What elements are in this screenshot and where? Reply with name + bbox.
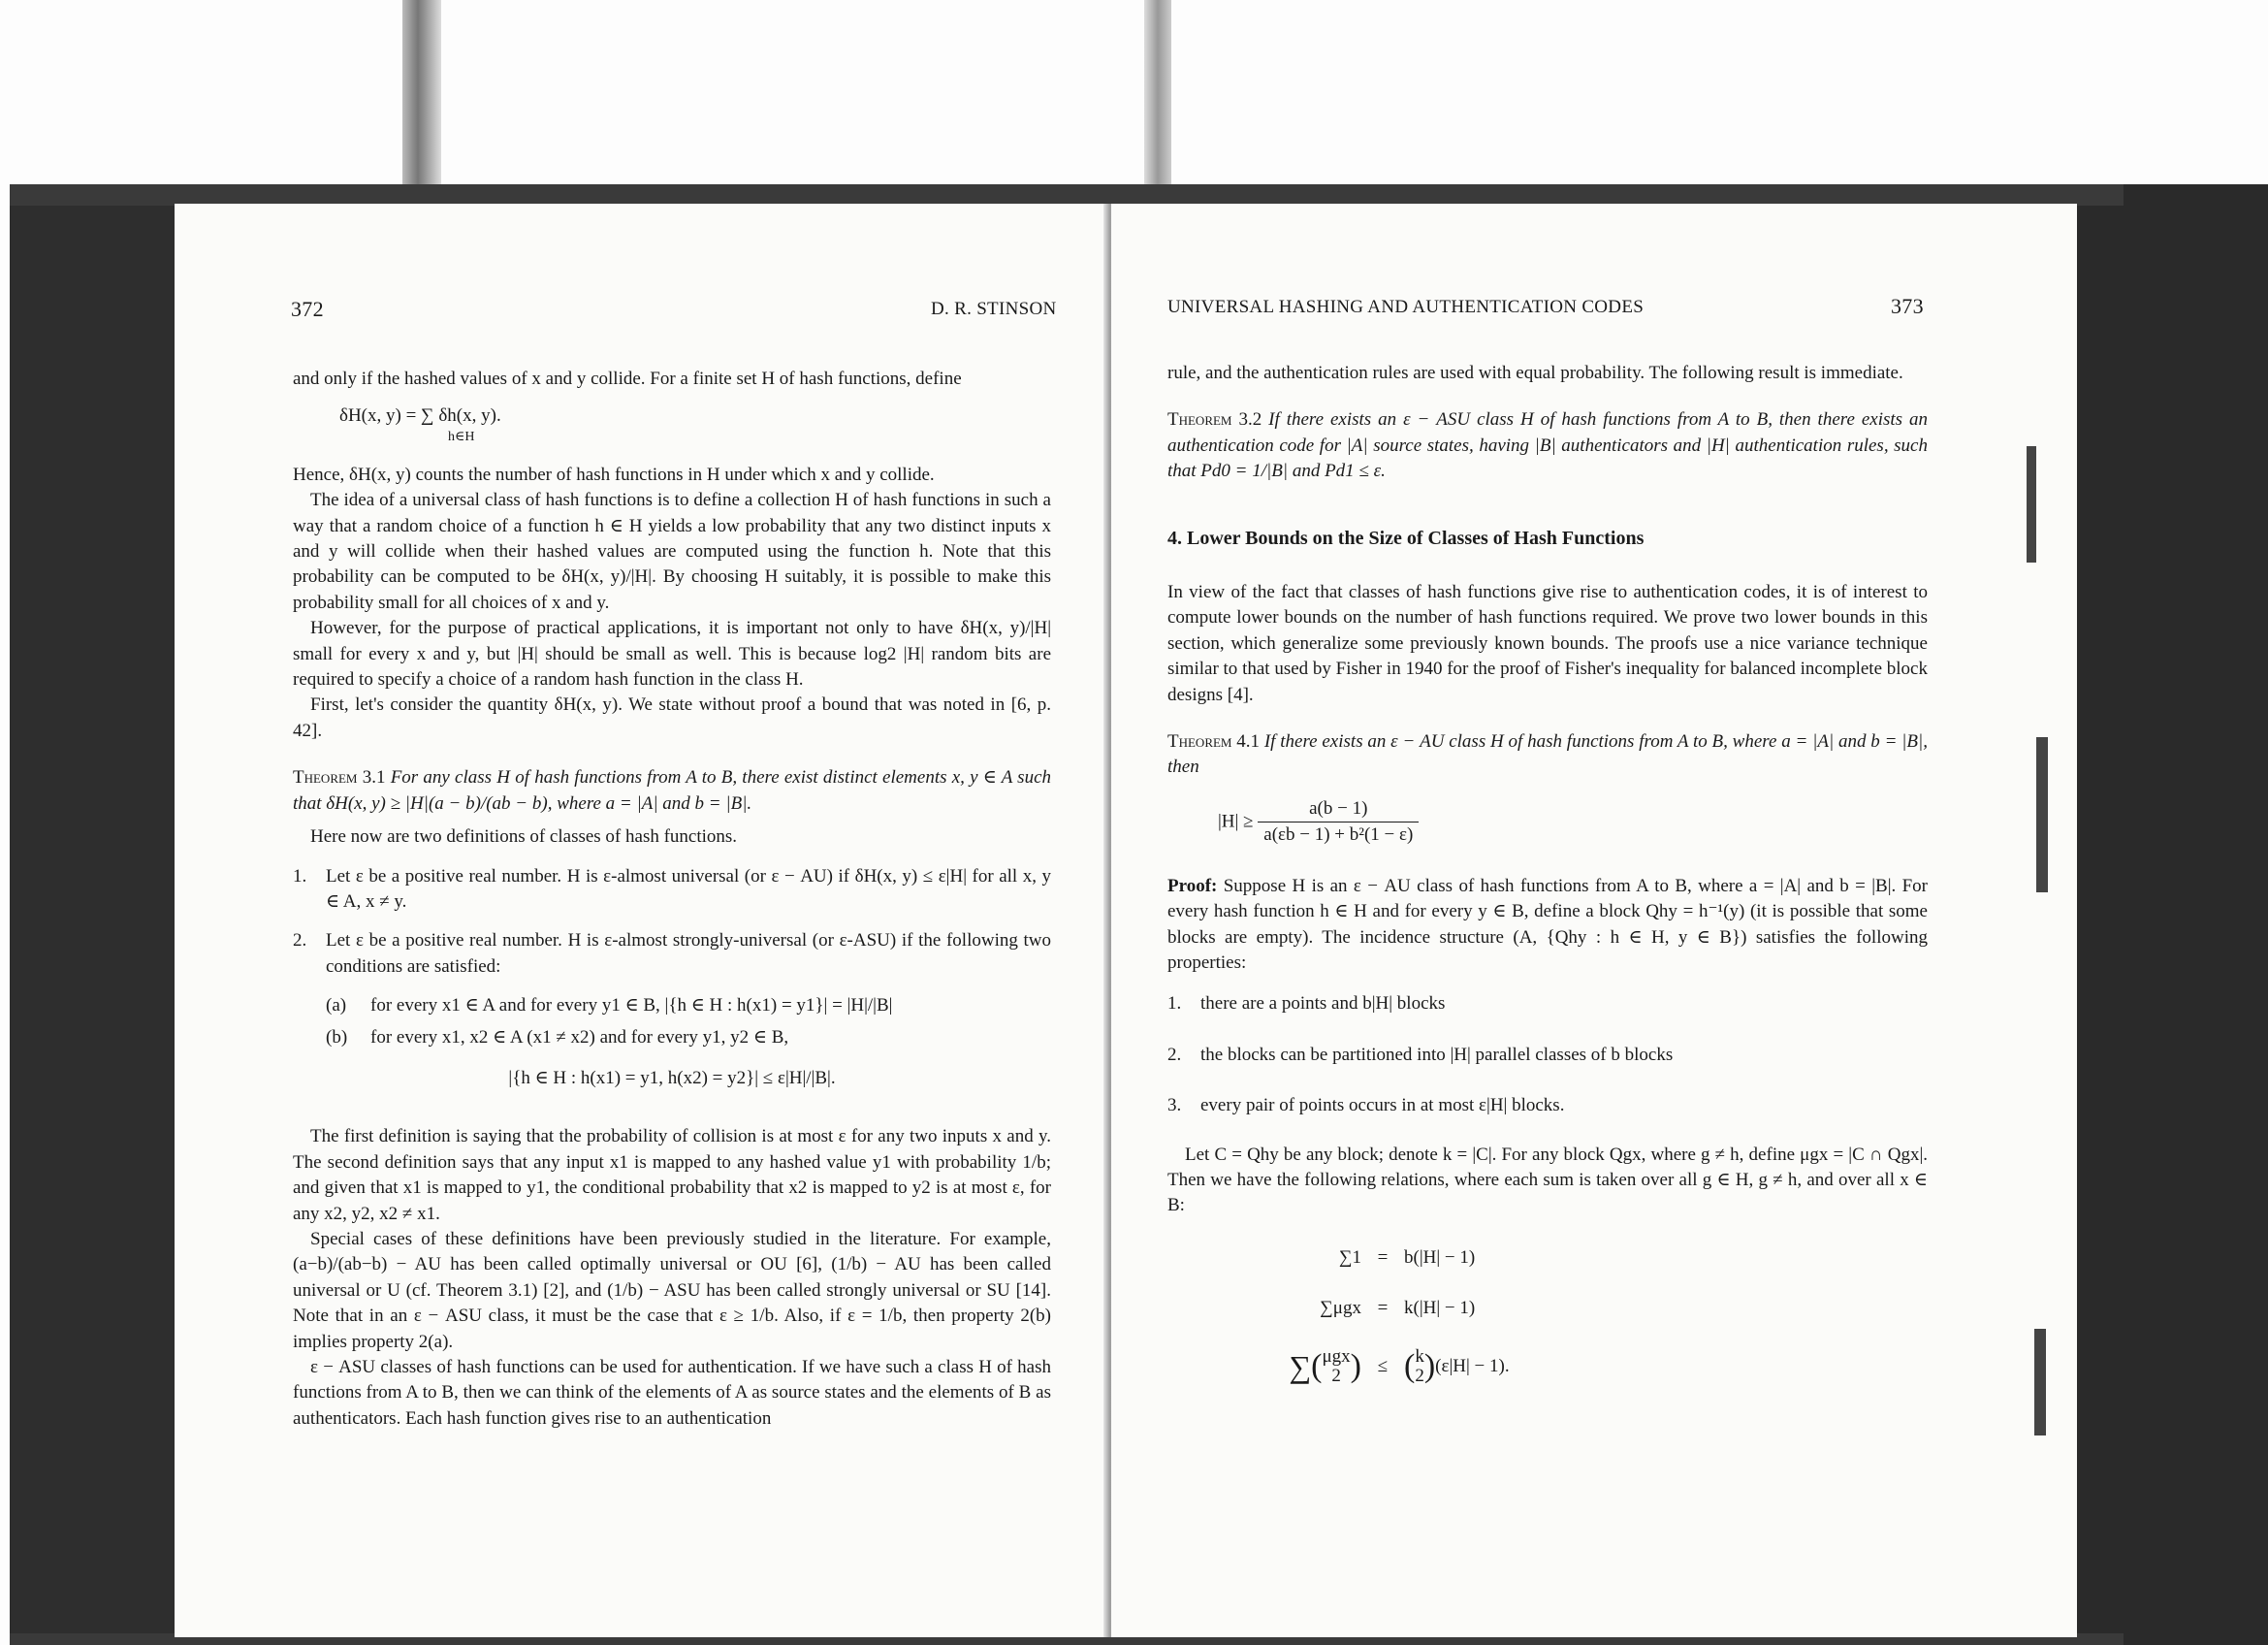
relation-3-tail: (ε|H| − 1). [1435, 1355, 1510, 1376]
relation-2 [1226, 1281, 1928, 1336]
theorem-4-1-label: Theorem 4.1 [1167, 731, 1261, 753]
section-4-heading: 4. Lower Bounds on the Size of Classes of Hash Functions [1167, 527, 1645, 549]
property-3-text: every pair of points occurs in at most ε|H| blocks. [1200, 1095, 1565, 1116]
property-3 [1167, 1093, 1928, 1118]
property-2 [1167, 1043, 1928, 1068]
definition-2b-label: (b) [326, 1026, 348, 1048]
scan-shadow-right [2060, 184, 2268, 1645]
theorem-4-1 [1167, 729, 1928, 781]
definition-2b-text: for every x1, x2 ∈ A (x1 ≠ x2) and for every y1, y2 ∈ B, [370, 1026, 789, 1048]
relation-2-equals: = [1377, 1297, 1389, 1318]
right-page-body [1167, 361, 1928, 1398]
left-paragraph-4: However, for the purpose of practical applications, it is important not only to have δH(x, y)/|H| small for every x and y, but |H| should be small as well. This is because log2 |H| random bits are required to specify a choice of a random hash function in the class H. [293, 618, 1051, 691]
binomial-lhs-bottom: 2 [1331, 1365, 1341, 1386]
property-1-number: 1. [1167, 993, 1182, 1015]
binomial-rhs-top: k [1415, 1345, 1424, 1367]
definition-2a [293, 993, 1051, 1018]
relations-block [1226, 1235, 1928, 1398]
relation-3-sigma: ∑ [1289, 1348, 1312, 1384]
scan-shadow-left [10, 184, 179, 1645]
relation-1-equals: = [1377, 1246, 1389, 1268]
left-paragraph-7: The first definition is saying that the probability of collision is at most ε for any two inputs x and y. The second definition says that any input x1 is mapped to any hashed value y1 with probability 1/b; and given that x1 is mapped to y1, the conditional probability that x2 is mapped to y2 is at most ε, for any x2, y2, x2 ≠ x1. [293, 1126, 1051, 1224]
definition-2-number: 2. [293, 930, 307, 952]
property-3-number: 3. [1167, 1095, 1182, 1116]
right-paragraph-2: In view of the fact that classes of hash functions give rise to authentication codes, it is of interest to compute lower bounds on the number of hash functions required. We prove two lower bounds in this section, which generalize some previously known bounds. The proofs use a nice variance technique similar to that used by Fisher in 1940 for the proof of Fisher's inequality for balanced incomplete block designs [4]. [1167, 582, 1928, 705]
left-paragraph-2: Hence, δH(x, y) counts the number of hash functions in H under which x and y collide. [293, 464, 935, 485]
definition-2a-label: (a) [326, 995, 347, 1016]
scan-artifact-2 [2036, 737, 2048, 892]
left-page-body [293, 367, 1051, 1432]
relation-2-rhs: k(|H| − 1) [1404, 1297, 1476, 1318]
scan-artifact-3 [2034, 1329, 2046, 1435]
left-page-number: 372 [291, 297, 324, 321]
relation-3-le: ≤ [1377, 1355, 1389, 1376]
definition-2 [293, 928, 1051, 980]
left-paragraph-1: and only if the hashed values of x and y collide. For a finite set H of hash functions, define [293, 369, 962, 389]
right-paragraph-3: Let C = Qhy be any block; denote k = |C|. For any block Qgx, where g ≠ h, define μgx = |C ∩ Qgx|. Then we have the following relations, where each sum is taken over all g ∈ H, g ≠ h, and over all x ∈ B: [1167, 1144, 1928, 1216]
equation-delta-H [293, 403, 1051, 444]
left-paragraph-5: First, let's consider the quantity δH(x, y). We state without proof a bound that was noted in [6, p. 42]. [293, 694, 1051, 741]
proof-label: Proof: [1167, 875, 1218, 896]
relation-3-rhs: ( k 2 )(ε|H| − 1). [1404, 1345, 1510, 1386]
right-paragraph-1: rule, and the authentication rules are used with equal probability. The following result is immediate. [1167, 363, 1903, 383]
left-paragraph-6: Here now are two definitions of classes of hash functions. [310, 826, 738, 848]
theorem-3-2-body: If there exists an ε − ASU class H of hash functions from A to B, then there exists an authentication code for |A| source states, having |B| authenticators and |H| authentication rules, such that Pd0 = 1/|B| and Pd1 ≤ ε. [1167, 409, 1928, 482]
scan-top-edge [10, 184, 2124, 206]
relation-1 [1226, 1235, 1928, 1281]
binomial-rhs-bottom: 2 [1415, 1365, 1424, 1386]
relation-3-binomial-rhs [1415, 1347, 1424, 1386]
definition-2-text: Let ε be a positive real number. H is ε-almost strongly-universal (or ε-ASU) if the following two conditions are satisfied: [326, 930, 1051, 977]
definition-1-text: Let ε be a positive real number. H is ε-almost universal (or ε − AU) if δH(x, y) ≤ ε|H| for all x, y ∈ A, x ≠ y. [326, 865, 1051, 912]
left-paragraph-3: The idea of a universal class of hash functions is to define a collection H of hash functions in such a way that a random choice of a function h ∈ H yields a low probability that any two distinct inputs x and y will collide when their hashed values are computed using the function h. Note that this probability can be computed to be δH(x, y)/|H|. By choosing H suitably, it is possible to make this probability small for all choices of x and y. [293, 490, 1051, 613]
theorem-4-1-body: If there exists an ε − AU class H of hash functions from A to B, where a = |A| and b = |B|, then [1167, 731, 1928, 778]
theorem-3-1-label: Theorem 3.1 [293, 767, 386, 789]
left-paragraph-8: Special cases of these definitions have been previously studied in the literature. For example, (a−b)/(ab−b) − AU has been called optimally universal or OU [6], (1/b) − AU has been called universal or U (cf. Theorem 3.1) [2], and (1/b) − ASU has been called strongly universal or SU [14]. Note that in an ε − ASU class, it must be the case that ε ≥ 1/b. Also, if ε = 1/b, then property 2(b) implies property 2(a). [293, 1228, 1051, 1352]
inequality-lhs: |H| ≥ [1218, 811, 1254, 832]
theorem-4-1-inequality [1218, 796, 1928, 849]
equation-delta-H-subscript: h∈H [448, 429, 475, 444]
binding-clip-right [1144, 0, 1171, 190]
fraction-denominator: a(εb − 1) + b²(1 − ε) [1263, 824, 1414, 846]
definition-2a-text: for every x1 ∈ A and for every y1 ∈ B, |{h ∈ H : h(x1) = y1}| = |H|/|B| [370, 995, 893, 1016]
proof [1167, 874, 1928, 977]
right-running-head: UNIVERSAL HASHING AND AUTHENTICATION CODES [1167, 297, 1645, 317]
inequality-fraction [1258, 796, 1419, 849]
property-2-text: the blocks can be partitioned into |H| parallel classes of b blocks [1200, 1044, 1674, 1065]
theorem-3-1-body: For any class H of hash functions from A to B, there exist distinct elements x, y ∈ A such that δH(x, y) ≥ |H|(a − b)/(ab − b), where a = |A| and b = |B|. [293, 767, 1052, 814]
theorem-3-1 [293, 765, 1051, 817]
theorem-3-2-label: Theorem 3.2 [1167, 409, 1262, 431]
property-1-text: there are a points and b|H| blocks [1200, 993, 1446, 1015]
proof-body: Suppose H is an ε − AU class of hash functions from A to B, where a = |A| and b = |B|. For every hash function h ∈ H and for every y ∈ B, define a block Qhy = h⁻¹(y) (it is possible that some blocks are empty). The incidence structure (A, {Qhy : h ∈ H, y ∈ B}) satisfies the following properties: [1167, 875, 1929, 973]
definition-1 [293, 864, 1051, 916]
definition-2b [293, 1025, 1051, 1050]
relation-3-binomial-lhs [1322, 1347, 1350, 1386]
relation-3-lhs: ∑( μgx 2 ) [1289, 1345, 1361, 1386]
relation-1-rhs: b(|H| − 1) [1404, 1246, 1476, 1268]
property-1 [1167, 991, 1928, 1016]
left-paragraph-9: ε − ASU classes of hash functions can be used for authentication. If we have such a class H of hash functions from A to B, then we can think of the elements of A as source states and the elements of B as authenticators. Each hash function gives rise to an authentication [293, 1357, 1051, 1429]
definition-2b-equation: |{h ∈ H : h(x1) = y1, h(x2) = y2}| ≤ ε|H|/|B|. [508, 1067, 836, 1088]
property-2-number: 2. [1167, 1044, 1182, 1065]
theorem-3-2 [1167, 407, 1928, 484]
binding-clip-left [402, 0, 441, 190]
relation-1-lhs: ∑1 [1338, 1246, 1361, 1268]
scan-artifact-1 [2027, 446, 2036, 563]
equation-delta-H-text: δH(x, y) = ∑ δh(x, y). [339, 405, 501, 427]
relation-3 [1226, 1336, 1928, 1398]
relation-2-lhs: ∑μgx [1320, 1297, 1361, 1318]
left-running-head: D. R. STINSON [931, 299, 1057, 319]
fraction-numerator: a(b − 1) [1258, 796, 1419, 822]
right-page-number: 373 [1891, 294, 1924, 318]
definition-1-number: 1. [293, 865, 307, 887]
binomial-lhs-top: μgx [1322, 1345, 1351, 1367]
